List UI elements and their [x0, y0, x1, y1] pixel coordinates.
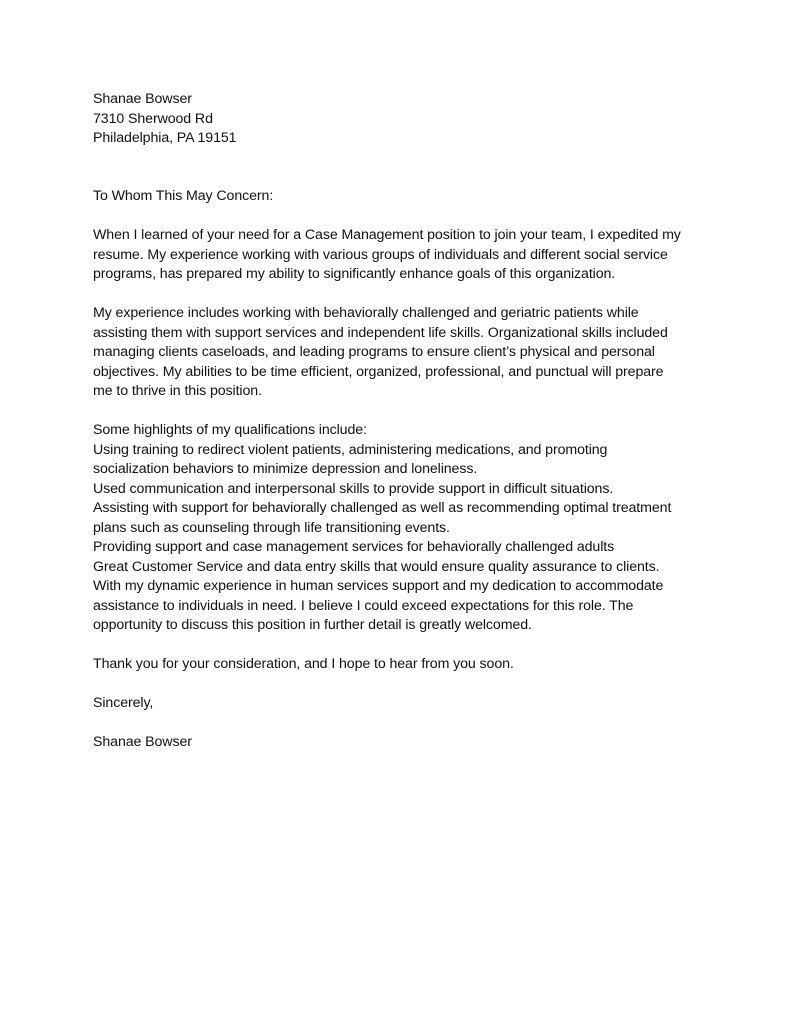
qualification-line: assistance to individuals in need. I believe I could exceed expectations for this role. The: [93, 597, 634, 614]
paragraph-2-line: me to thrive in this position.: [93, 383, 262, 399]
paragraph-2-line: My experience includes working with behaviorally challenged and geriatric patients while: [93, 305, 639, 321]
sender-city-state-zip: Philadelphia, PA 19151: [93, 130, 237, 146]
salutation: To Whom This May Concern:: [93, 188, 274, 204]
sender-name: Shanae Bowser: [93, 91, 192, 107]
paragraph-1-line: resume. My experience working with various groups of individuals and different social service: [93, 246, 668, 263]
closing: Sincerely,: [93, 695, 154, 711]
qualification-line: opportunity to discuss this position in further detail is greatly welcomed.: [93, 617, 532, 633]
paragraph-1-line: When I learned of your need for a Case Management position to join your team, I expedited my: [93, 227, 681, 243]
signature: Shanae Bowser: [93, 734, 192, 750]
paragraph-1-line: programs, has prepared my ability to significantly enhance goals of this organization.: [93, 266, 616, 282]
qualification-line: Providing support and case management services for behaviorally challenged adults: [93, 539, 615, 555]
qualification-line: plans such as counseling through life transitioning events.: [93, 519, 450, 536]
qualification-line: Assisting with support for behaviorally challenged as well as recommending optimal treatment: [93, 500, 672, 516]
qualification-line: socialization behaviors to minimize depression and loneliness.: [93, 461, 478, 477]
qualifications-heading: Some highlights of my qualifications include:: [93, 422, 367, 438]
qualification-line: Using training to redirect violent patients, administering medications, and promoting: [93, 441, 608, 458]
paragraph-2-line: objectives. My abilities to be time efficient, organized, professional, and punctual will prepare: [93, 363, 664, 380]
paragraph-2-line: managing clients caseloads, and leading programs to ensure client’s physical and personal: [93, 344, 655, 360]
sender-street: 7310 Sherwood Rd: [93, 110, 213, 127]
qualification-line: With my dynamic experience in human services support and my dedication to accommodate: [93, 578, 664, 594]
qualification-line: Used communication and interpersonal skills to provide support in difficult situations.: [93, 480, 614, 497]
qualification-line: Great Customer Service and data entry skills that would ensure quality assurance to clients.: [93, 558, 660, 575]
paragraph-2-line: assisting them with support services and independent life skills. Organizational skills included: [93, 324, 668, 341]
closing-thanks: Thank you for your consideration, and I hope to hear from you soon.: [93, 656, 514, 672]
